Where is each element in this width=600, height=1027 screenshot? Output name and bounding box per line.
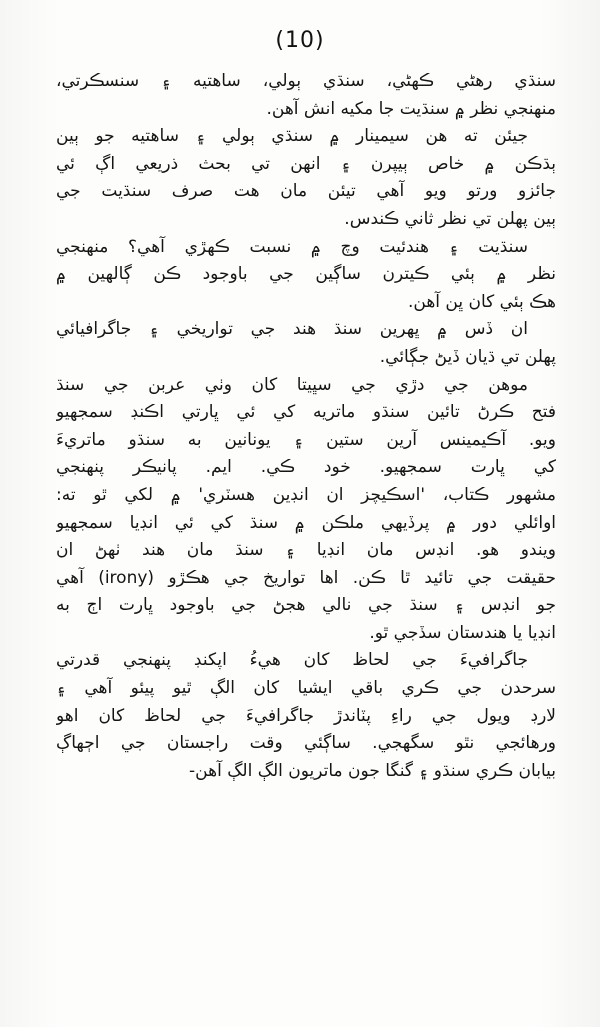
page-body-text [56,68,556,785]
text-line: بيابان ڪري سنڌو ۽ گنگا جون ماتريون الڳ الڳ آهن- [189,760,556,781]
text-line: کي ڀارت سمجهيو. خود ڪي. ايم. پانيڪر پنهنجي [56,457,556,478]
text-line: سنڌي رهڻي ڪهڻي، سنڌي ٻولي، ساهتيه ۽ سنسڪرتي، [56,71,556,91]
text-line: ويو. آڪيمينس آرين ستين ۽ يونانين به سنڌو ماتريءَ [56,429,556,450]
text-line: نظر ۾ ٻئي ڪيترن ساڳين جي باوجود ڪن ڳالهين ۾ [56,264,556,285]
text-line: جاگرافيءَ جي لحاظ کان هيءُ اپکنڊ پنهنجي قدرتي [56,650,528,671]
text-line: سرحدن جي ڪري باقي ايشيا کان الڳ ٿيو پيئو آهي ۽ [56,678,556,699]
paragraph [56,68,556,123]
text-line: مشهور ڪتاب، 'اسڪيچز ان انڊين هسٽري' ۾ لکي ٿو ته: [56,484,556,505]
text-line: سنڌيت ۽ هندئيت وچ ۾ نسبت ڪهڙي آهي؟ منهنجي [56,236,528,257]
text-line: هڪ ٻئي کان ڀن آهن. [408,291,556,312]
text-line: ان ڏس ۾ ڀهرين سنڌ هند جي تواريخي ۽ جاگرافيائي [56,319,528,340]
text-line: منهنجي نظر ۾ سنڌيت جا مکيه انش آهن. [266,98,556,119]
text-line: جيئن ته هن سيمينار ۾ سنڌي ٻولي ۽ ساهتيه جو ٻين [56,126,528,147]
text-line: لارڊ ويول جي راءِ پٽاندڙ جاگرافيءَ جي لحاظ کان اهو [56,705,556,726]
text-line: موهن جي دڙي جي سڀيتا کان وٺي عربن جي سنڌ [56,374,528,395]
paragraph [56,647,556,785]
text-line: پهلن تي ڌيان ڏيڻ جڳائي. [379,346,556,367]
text-line: ورهائجي نٿو سگهجي. ساڳئي وقت راجستان جي اڄهاڳ [56,733,556,754]
paragraph [56,123,556,233]
text-line: ٻين پهلن تي نظر ثاني ڪندس. [344,208,556,229]
paragraph [56,234,556,317]
text-line: جائزو ورتو ويو آهي تيئن مان هت صرف سنڌيت جي [56,181,556,202]
paragraph [56,372,556,648]
page-number: (10) [275,28,325,53]
text-line: اوائلي دور ۾ پرڏيهي ملڪن ۾ سنڌ کي ئي انڊيا سمجهيو [56,512,556,533]
text-line: ٻڌڪن ۾ خاص ٻيپرن ۽ انهن تي بحث ذريعي اڳ ئي [56,153,556,174]
text-line: جو انڊس ۽ سنڌ جي نالي هجڻ جي باوجود ڀارت اڄ به [56,595,556,616]
text-line: حقيقت جي تائيد ٿا ڪن. اها تواريخ جي هڪڙو (irony) آهي [56,567,556,588]
text-line: فتح ڪرڻ تائين سنڌو ماتريه کي ئي ڀارتي اڪنڊ سمجهيو [56,402,556,423]
text-line: انڊيا يا هندستان سڏجي ٿو. [369,622,556,643]
text-line: ويندو هو. انڊس مان انڊيا ۽ سنڌ مان هند ٺهڻ ان [56,540,556,561]
paragraph [56,316,556,371]
